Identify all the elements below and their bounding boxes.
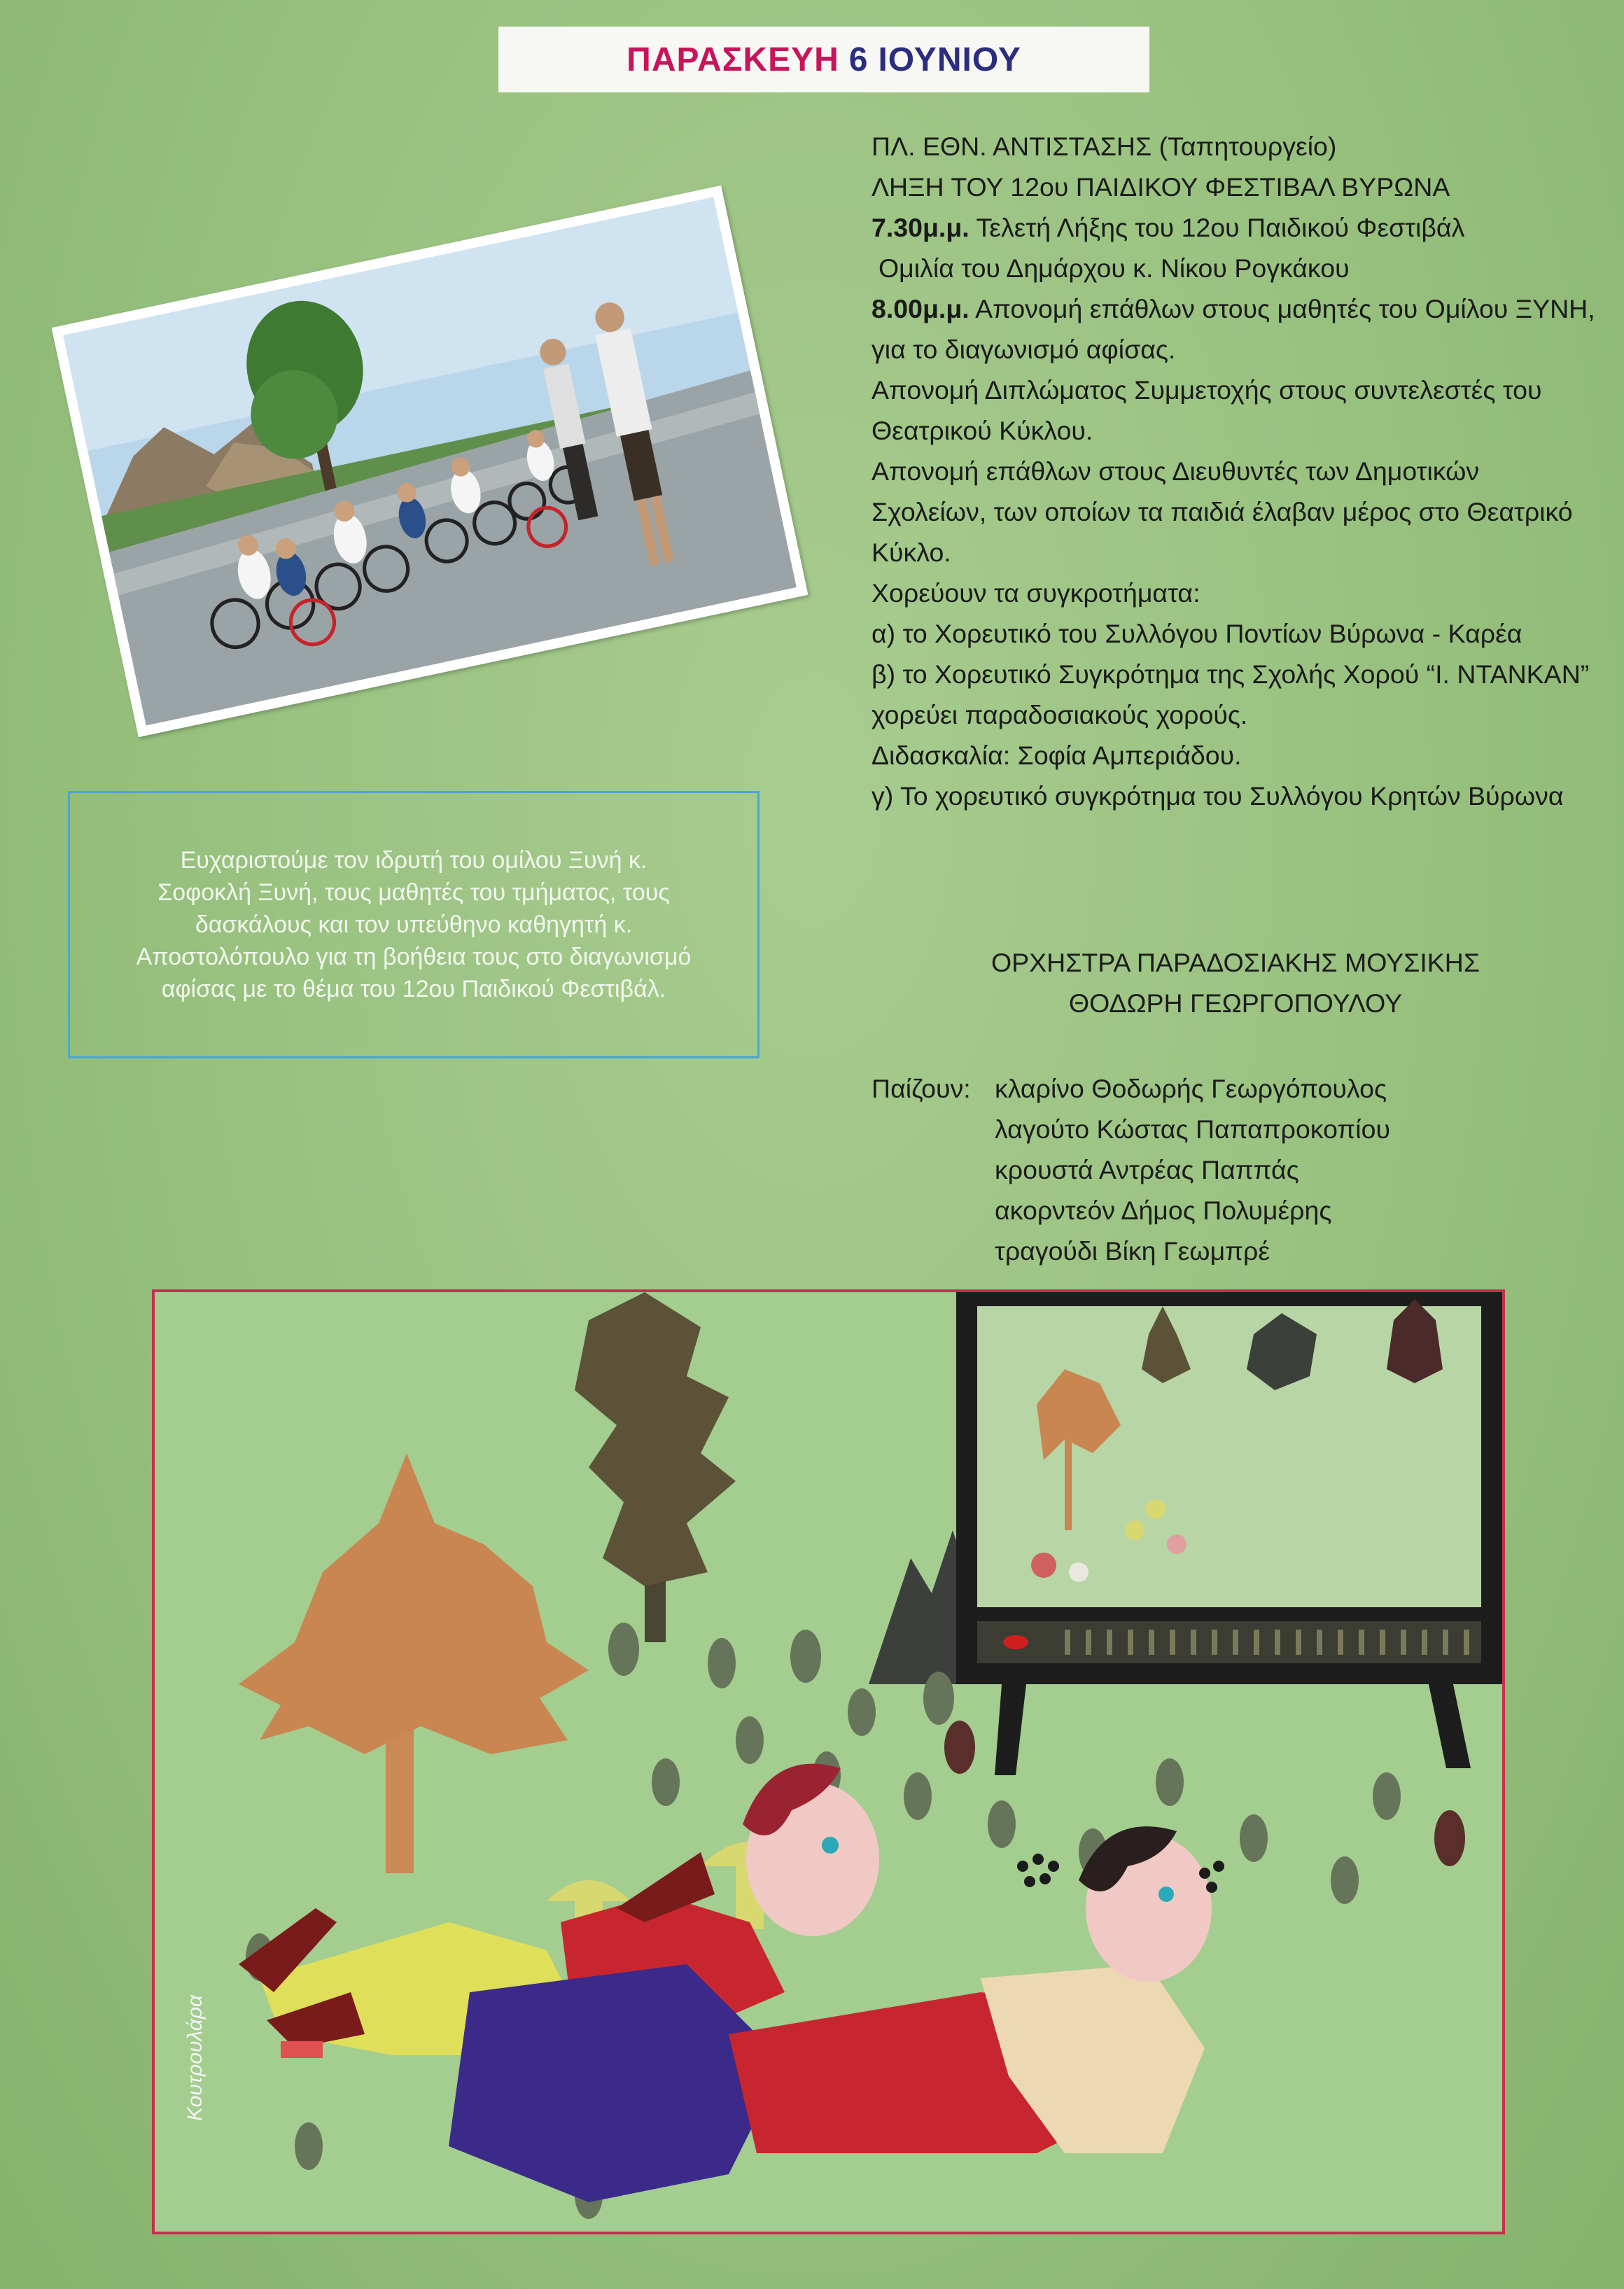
program-item-ceremony: [872, 207, 1600, 248]
list-item: κρουστά Αντρέας Παππάς: [995, 1155, 1299, 1184]
day-name: ΠΑΡΑΣΚΕΥΗ: [626, 41, 839, 78]
players-label: Παίζουν:: [872, 1074, 971, 1103]
dances-intro: Χορεύουν τα συγκροτήματα:: [872, 578, 1200, 608]
teaching: Διδασκαλία: Σοφία Αμπεριάδου.: [872, 741, 1242, 770]
day-number: 6: [848, 41, 869, 78]
diploma-text: Απονομή Διπλώματος Συμμετοχής στους συντελεστές του Θεατρικού Κύκλου.: [872, 375, 1542, 445]
players-list: [872, 1068, 1600, 1271]
dance-a: α) το Χορευτικό του Συλλόγου Ποντίων Βύρωνα - Καρέα: [872, 619, 1522, 648]
time-label: 7.30μ.μ.: [872, 213, 969, 242]
poster-illustration: [152, 1289, 1505, 2234]
orchestra-line-1: ΟΡΧΗΣΤΡΑ ΠΑΡΑΔΟΣΙΑΚΗΣ ΜΟΥΣΙΚΗΣ: [990, 948, 1480, 977]
day-banner: [498, 27, 1149, 92]
program-item-awards: [872, 288, 1600, 370]
item-text: Τελετή Λήξης του 12ου Παιδικού Φεστιβάλ: [976, 213, 1465, 242]
dance-c: γ) Το χορευτικό συγκρότημα του Συλλόγου Κρητών Βύρωνα: [872, 781, 1564, 811]
program-text: [872, 126, 1600, 816]
list-item: τραγούδι Βίκη Γεωμπρέ: [995, 1236, 1270, 1266]
awards-text: Απονομή επάθλων στους Διευθυντές των Δημοτικών Σχολείων, των οποίων τα παιδιά έλαβαν μέρος στο Θεατρικό Κύκλο.: [872, 456, 1573, 567]
orchestra-heading: [872, 942, 1600, 1023]
orchestra-line-2: ΘΟΔΩΡΗ ΓΕΩΡΓΟΠΟΥΛΟΥ: [1068, 988, 1403, 1018]
event-title: ΛΗΞΗ ΤΟΥ 12ου ΠΑΙΔΙΚΟΥ ΦΕΣΤΙΒΑΛ ΒΥΡΩΝΑ: [872, 172, 1450, 202]
speech: Ομιλία του Δημάρχου κ. Νίκου Ρογκάκου: [878, 253, 1350, 283]
poster-signature: Κουτρουλάρα: [183, 1994, 206, 2121]
list-item: ακορντεόν Δήμος Πολυμέρης: [995, 1196, 1332, 1225]
month-name: ΙΟΥΝΙΟΥ: [878, 41, 1021, 78]
players-section: [872, 1068, 1600, 1271]
thanks-box: [68, 791, 760, 1058]
item-text: Απονομή επάθλων στους μαθητές του Ομίλου ΞΥΝΗ, για το διαγωνισμό αφίσας.: [872, 294, 1595, 364]
time-label: 8.00μ.μ.: [872, 294, 969, 323]
thanks-text: Ευχαριστούμε τον ιδρυτή του ομίλου Ξυνή κ. Σοφοκλή Ξυνή, τους μαθητές του τμήματος, τους δασκάλους και τον υπεύθηνο καθηγητή κ. Αποστολόπουλο για τη βοήθεια τους στο διαγωνισμό αφίσας με το θέμα του 12ου Παιδικού Φεστιβάλ.: [136, 847, 692, 1002]
list-item: λαγούτο Κώστας Παπαπροκοπίου: [995, 1114, 1390, 1144]
list-item: κλαρίνο Θοδωρής Γεωργόπουλος: [995, 1074, 1387, 1103]
cyclists-photo: [52, 186, 808, 737]
dance-b: β) το Χορευτικό Συγκρότημα της Σχολής Χορού “Ι. ΝΤΑΝΚΑΝ” χορεύει παραδοσιακούς χορούς.: [872, 659, 1590, 729]
venue: ΠΛ. ΕΘΝ. ΑΝΤΙΣΤΑΣΗΣ (Ταπητουργείο): [872, 132, 1337, 161]
